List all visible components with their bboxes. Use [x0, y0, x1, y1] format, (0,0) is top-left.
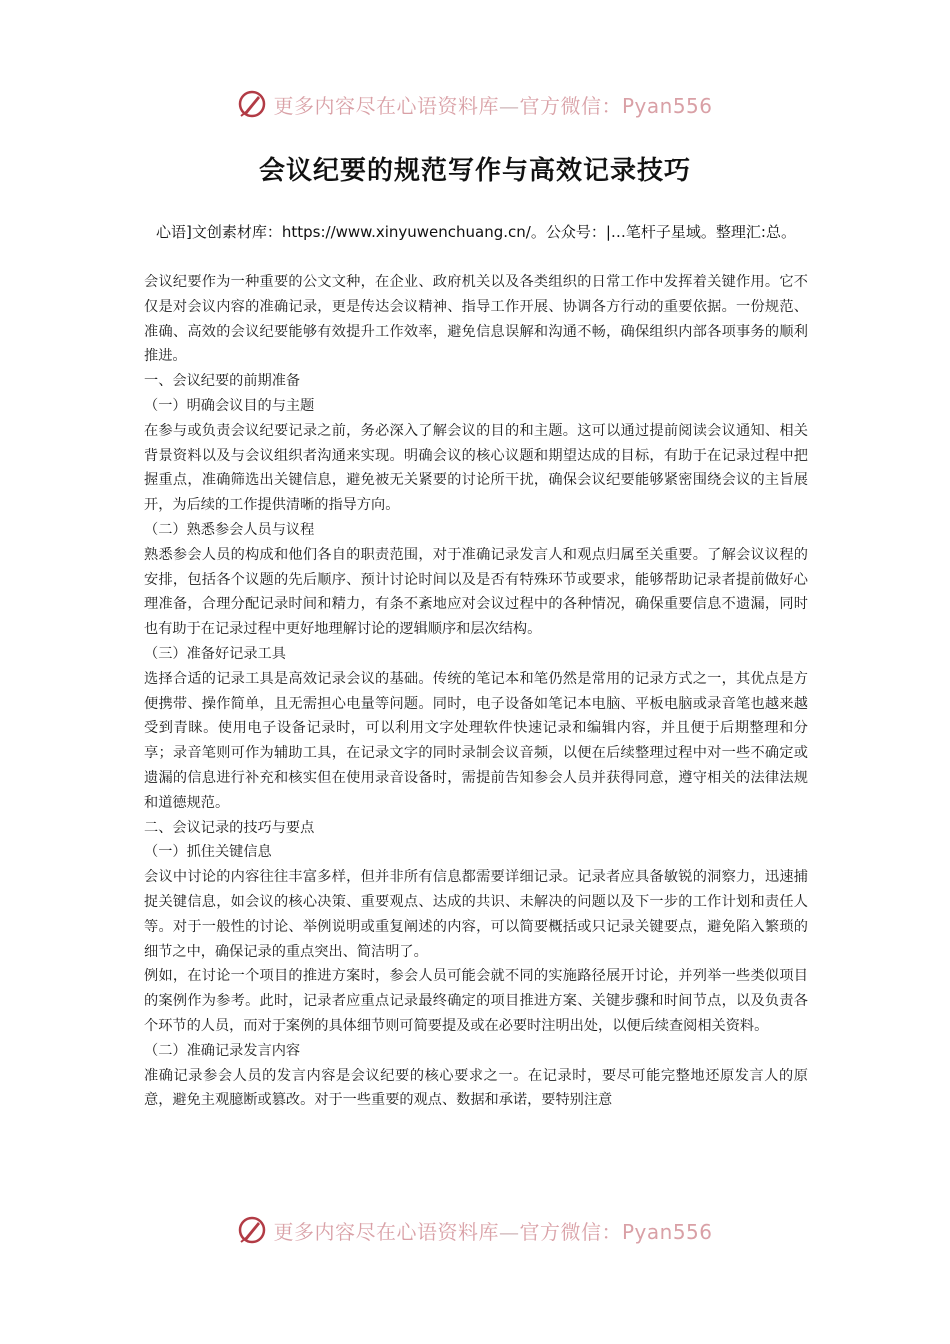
- banner-dash: —: [498, 1219, 520, 1244]
- watermark-banner-bottom: [0, 1208, 950, 1252]
- source-line: 心语]文创素材库：https://www.xinyuwenchuang.cn/。公众号：|…笔杆子星域。整理汇:总。: [156, 223, 796, 241]
- banner-dash: —: [498, 93, 520, 118]
- paragraph: 在参与或负责会议纪要记录之前，务必深入了解会议的目的和主题。这可以通过提前阅读会议通知、相关背景资料以及与会议组织者沟通来实现。明确会议的核心议题和期望达成的目标，有助于在记录过程中把握重点，准确筛选出关键信息，避免被无关紧要的讨论所干扰，确保会议纪要能够紧密围绕会议的主旨展开，为后续的工作提供清晰的指导方向。: [144, 422, 808, 514]
- paragraph: 选择合适的记录工具是高效记录会议的基础。传统的笔记本和笔仍然是常用的记录方式之一，其优点是方便携带、操作简单，且无需担心电量等问题。同时，电子设备如笔记本电脑、平板电脑或录音笔也越来越受到青睐。使用电子设备记录时，可以利用文字处理软件快速记录和编辑内容，并且便于后期整理和分享；录音笔则可作为辅助工具，在记录文字的同时录制会议音频，以便在后续整理过程中对一些不确定或遗漏的信息进行补充和核实但在使用录音设备时，需提前告知参会人员并获得同意，遵守相关的法律法规和道德规范。: [144, 670, 808, 811]
- banner-text: 更多内容尽在心语资料库: [273, 93, 499, 118]
- quill-logo-icon: [237, 1215, 267, 1245]
- watermark-banner-top: [0, 82, 950, 126]
- section-heading-2: 二、会议记录的技巧与要点: [144, 819, 315, 836]
- quill-logo-icon: [237, 89, 267, 119]
- section-heading-1: 一、会议纪要的前期准备: [144, 373, 301, 390]
- subsection-heading-2-1: （一）抓住关键信息: [144, 844, 272, 861]
- paragraph: 例如，在讨论一个项目的推进方案时，参会人员可能会就不同的实施路径展开讨论，并列举一些类似项目的案例作为参考。此时，记录者应重点记录最终确定的项目推进方案、关键步骤和时间节点，以及负责各个环节的人员，而对于案例的具体细节则可简要提及或在必要时注明出处，以便后续查阅相关资料。: [144, 968, 808, 1034]
- paragraph: 准确记录参会人员的发言内容是会议纪要的核心要求之一。在记录时，要尽可能完整地还原发言人的原意，避免主观臆断或篡改。对于一些重要的观点、数据和承诺，要特别注意: [144, 1067, 808, 1109]
- paragraph: 熟悉参会人员的构成和他们各自的职责范围，对于准确记录发言人和观点归属至关重要。了解会议议程的安排，包括各个议题的先后顺序、预计讨论时间以及是否有特殊环节或要求，能够帮助记录者提前做好心理准备，合理分配记录时间和精力，有条不紊地应对会议过程中的各种情况，确保重要信息不遗漏，同时也有助于在记录过程中更好地理解讨论的逻辑顺序和层次结构。: [144, 546, 808, 638]
- banner-wechat-label: 官方微信：: [519, 1219, 622, 1244]
- subsection-heading-2-2: （二）准确记录发言内容: [144, 1042, 301, 1059]
- document-body: [144, 270, 808, 1113]
- banner-text: 更多内容尽在心语资料库: [273, 1219, 499, 1244]
- banner-wechat-label: 官方微信：: [519, 93, 622, 118]
- subsection-heading-1-1: （一）明确会议目的与主题: [144, 397, 315, 414]
- subsection-heading-1-2: （二）熟悉参会人员与议程: [144, 521, 315, 538]
- intro-paragraph: 会议纪要作为一种重要的公文文种，在企业、政府机关以及各类组织的日常工作中发挥着关键作用。它不仅是对会议内容的准确记录，更是传达会议精神、指导工作开展、协调各方行动的重要依据。一份规范、准确、高效的会议纪要能够有效提升工作效率，避免信息误解和沟通不畅，确保组织内部各项事务的顺利推进。: [144, 274, 808, 365]
- subsection-heading-1-3: （三）准备好记录工具: [144, 645, 286, 662]
- banner-wechat-id: Pyan556: [621, 93, 713, 118]
- document-title: 会议纪要的规范写作与高效记录技巧: [258, 156, 691, 186]
- banner-wechat-id: Pyan556: [621, 1219, 713, 1244]
- paragraph: 会议中讨论的内容往往丰富多样，但并非所有信息都需要详细记录。记录者应具备敏锐的洞察力，迅速捕捉关键信息，如会议的核心决策、重要观点、达成的共识、未解决的问题以及下一步的工作计划和责任人等。对于一般性的讨论、举例说明或重复阐述的内容，可以简要概括或只记录关键要点，避免陷入繁琐的细节之中，确保记录的重点突出、简洁明了。: [144, 869, 808, 960]
